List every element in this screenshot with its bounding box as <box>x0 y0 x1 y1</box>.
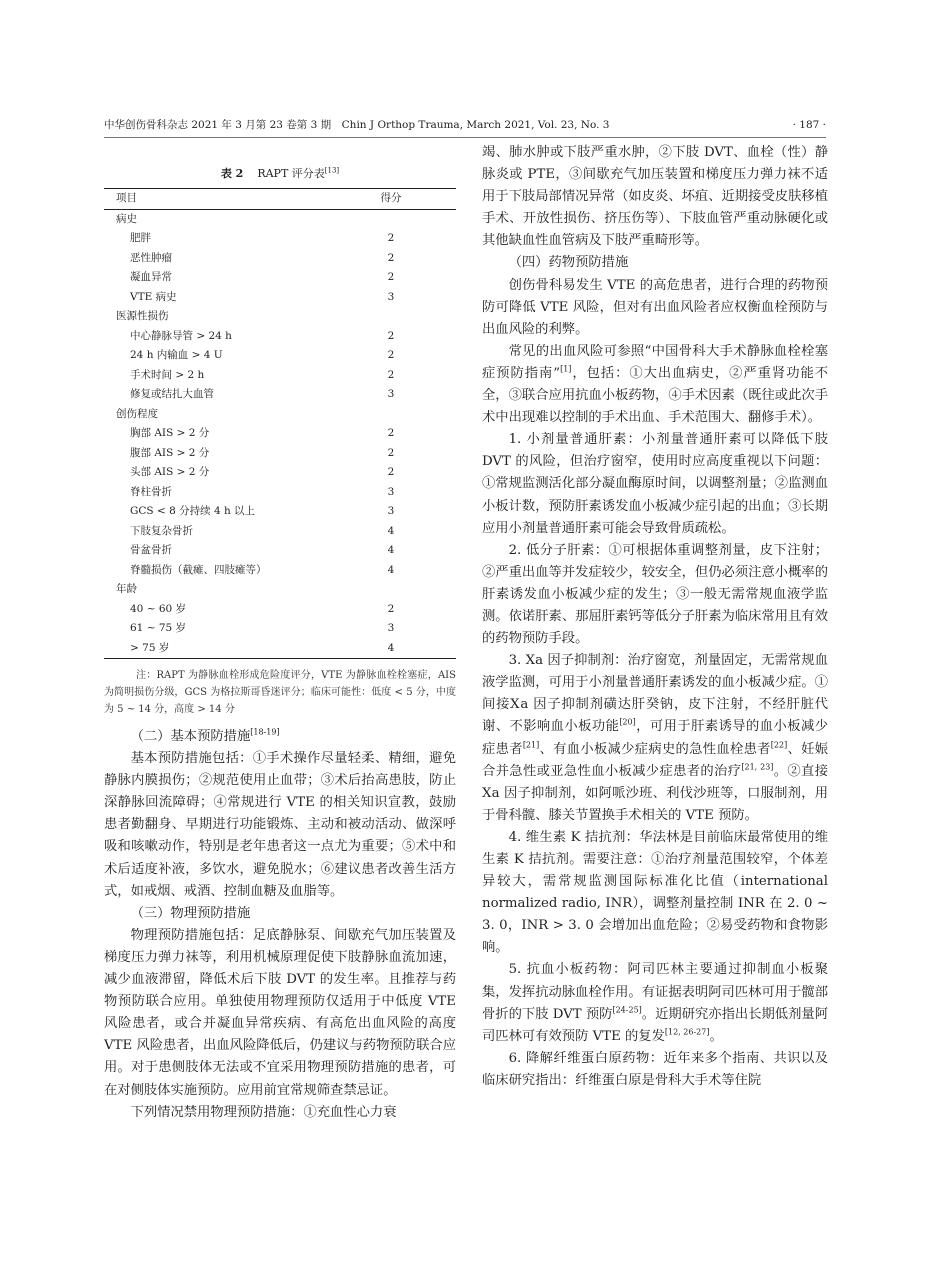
cell-item: 头部 AIS > 2 分 <box>130 466 210 478</box>
citation-ref: [20] <box>619 718 636 728</box>
cell-score: 2 <box>387 602 395 615</box>
cell-score: 4 <box>387 563 395 576</box>
cell-item: VTE 病史 <box>130 290 177 303</box>
table-row <box>104 288 456 308</box>
para-contraindications-cont: 竭、肺水肿或下肢严重水肿，②下肢 DVT、血栓（性）静脉炎或 PTE，③间歇充气加压装置和梯度压力弹力袜不适用于下肢局部情况异常（如皮炎、坏疽、近期接受皮肤移植手术、开放性损伤、挤压伤等）、下肢血管严重动脉硬化或其他缺血性血管病及下肢严重畸形等。 <box>482 145 828 249</box>
cell-item: 医源性损伤 <box>116 310 169 322</box>
para-xa-inhibitor <box>482 650 828 827</box>
table-note: 注：RAPT 为静脉血栓形成危险度评分，VTE 为静脉血栓栓塞症，AIS 为简明损伤分级，GCS 为格拉斯哥昏迷评分；临床可能性：低度 < 5 分，中度为 5 ~ 14 分，高度 > 14 分 <box>104 670 456 715</box>
text-run: 常见的出血风险可参照“中国骨科大手术静脉血栓栓塞症预防指南” <box>482 343 828 381</box>
citation-ref: [24-25] <box>612 1005 642 1015</box>
section-3-body: 物理预防措施包括：足底静脉泵、间歇充气加压装置及梯度压力弹力袜等，利用机械原理促使下肢静脉血流加速，减少血液滞留，降低术后下肢 DVT 的发生率。且推荐与药物预防联合应用。单独使用物理预防仅适用于中低度 VTE 风险患者，或合并凝血异常疾病、有高危出血风险的高度 VTE 风险患者，出血风险降低后，仍建议与药物预防联合应用。对于患侧肢体无法或不宜采用物理预防措施的患者，可在对侧肢体实施预防。应用前宜常规筛查禁忌证。 <box>104 927 456 1098</box>
cell-score: 2 <box>387 446 395 459</box>
section-3-heading: （三）物理预防措施 <box>130 905 251 921</box>
text-run: 5. 抗血小板药物：阿司匹林主要通过抑制血小板聚集，发挥抗动脉血栓作用。有证据表明阿司匹林可用于髋部骨折的下肢 DVT 预防 <box>482 962 828 1022</box>
cell-item: 恶性肿瘤 <box>130 251 172 264</box>
cell-score: 4 <box>387 524 395 537</box>
text-run: 。②直接Ⅹa 因子抑制剂，如阿哌沙班、利伐沙班等，口服制剂，用于骨科髋、膝关节置换手术相关的 VTE 预防。 <box>482 763 829 823</box>
table-row <box>104 385 456 405</box>
cell-item: 手术时间 > 2 h <box>130 368 205 381</box>
col-header-score: 得分 <box>380 192 402 204</box>
table-row <box>104 405 456 425</box>
table-row <box>104 639 456 659</box>
cell-item: GCS < 8 分持续 4 h 以上 <box>130 505 256 517</box>
text-run: ，可用于肝素诱导的血小板减少症患者 <box>482 719 829 757</box>
cell-item: 胸部 AIS > 2 分 <box>130 427 210 439</box>
table-row <box>104 522 456 542</box>
table-row <box>104 307 456 327</box>
para-heparin: 1. 小剂量普通肝素：小剂量普通肝素可以降低下肢 DVT 的风险，但治疗窗窄，使用时应高度重视以下问题：①常规监测活化部分凝血酶原时间，以调整剂量；②监测血小板计数，预防肝素诱发血小板减少症引起的出血；③长期应用小剂量普通肝素可能会导致骨质疏松。 <box>482 432 828 536</box>
table-label: 表 2 <box>220 167 244 180</box>
text-run: 、有血小板减少症病史的急性血栓患者 <box>539 741 771 757</box>
cell-item: 下肢复杂骨折 <box>130 524 193 537</box>
text-run: ，包括：①大出血病史，②严重肾功能不全，③联合应用抗血小板药物，④手术因素（既往或此次手术中出现难以控制的手术出血、手术范围大、翻修手术）。 <box>482 365 828 426</box>
cell-score: 2 <box>387 427 395 439</box>
para-bleeding-risk <box>482 341 828 429</box>
table-row <box>104 541 456 561</box>
cell-score: 3 <box>387 505 395 517</box>
citation-ref: [21, 23] <box>741 762 774 772</box>
text-run: 。 <box>709 1028 723 1044</box>
cell-score: 2 <box>387 368 395 381</box>
table-row <box>104 502 456 522</box>
table-row <box>104 600 456 620</box>
cell-item: 40 ~ 60 岁 <box>130 602 187 615</box>
citation-ref: [22] <box>770 740 788 750</box>
cell-score: 3 <box>387 388 395 400</box>
cell-item: 肥胖 <box>130 232 151 244</box>
table-row <box>104 346 456 366</box>
table-row <box>104 268 456 288</box>
para-fibrinogen: 6. 降解纤维蛋白原药物：近年来多个指南、共识以及临床研究指出：纤维蛋白原是骨科大手术等住院 <box>482 1050 828 1088</box>
cell-score: 2 <box>387 329 395 342</box>
citation-ref: [21] <box>522 740 540 750</box>
cell-score <box>326 209 456 229</box>
cell-score <box>326 580 456 600</box>
table-row <box>104 483 456 503</box>
section-2-title: （二）基本预防措施 <box>130 729 251 744</box>
cell-item: 年龄 <box>116 583 137 595</box>
cell-item: 61 ~ 75 岁 <box>130 622 187 634</box>
cell-score: 2 <box>387 232 395 244</box>
table-row <box>104 249 456 269</box>
cell-item: 中心静脉导管 > 24 h <box>130 329 232 342</box>
section-3-contraindications: 下列情况禁用物理预防措施：①充血性心力衰 <box>130 1104 397 1120</box>
table-row <box>104 366 456 386</box>
col-header-item: 项目 <box>116 192 137 204</box>
section-2-ref: [18-19] <box>250 727 280 737</box>
cell-score: 2 <box>387 349 395 361</box>
cell-item: 脊髓损伤（截瘫、四肢瘫等） <box>130 563 267 576</box>
cell-item: 脊柱骨折 <box>130 485 172 498</box>
citation-ref: [1] <box>560 364 572 374</box>
cell-score <box>326 405 456 425</box>
table-row <box>104 463 456 483</box>
table-row <box>104 424 456 444</box>
right-column <box>482 142 828 1092</box>
page-number: · 187 · <box>792 119 826 131</box>
table-row <box>104 580 456 600</box>
table-row <box>104 327 456 347</box>
cell-item: > 75 岁 <box>130 641 170 654</box>
para-lmwh: 2. 低分子肝素：①可根据体重调整剂量，皮下注射；②严重出血等并发症较少，较安全，但仍必须注意小概率的肝素诱发血小板减少症的发生；③一般无需常规血液学监测。依诺肝素、那屈肝素钙等低分子肝素为临床常用且有效的药物预防手段。 <box>482 542 828 647</box>
cell-score: 3 <box>387 622 395 634</box>
table-row <box>104 229 456 249</box>
rapt-score-table <box>104 188 456 659</box>
header-rule <box>104 137 826 138</box>
cell-score: 2 <box>387 466 395 478</box>
cell-score <box>326 307 456 327</box>
section-4-heading: （四）药物预防措施 <box>508 255 629 271</box>
table-row <box>104 444 456 464</box>
left-column <box>104 160 456 1124</box>
section-2-body: 基本预防措施包括：①手术操作尽量轻柔、精细，避免静脉内膜损伤；②规范使用止血带；③术后抬高患肢，防止深静脉回流障碍；④常规进行 VTE 的相关知识宣教，鼓励患者勤翻身、早期进行功能锻炼、主动和被动活动、做深呼吸和咳嗽动作，特别是老年患者这一点尤为重要；⑤术中和术后适度补液，多饮水，避免脱水；⑥建议患者改善生活方式，如戒烟、戒酒、控制血糖及血脂等。 <box>104 751 456 899</box>
text-run: 3. Ⅹa 因子抑制剂：治疗窗宽，剂量固定，无需常规血液学监测，可用于小剂量普通肝素诱发的血小板减少症。①间接Ⅹa 因子抑制剂磺达肝癸钠，皮下注射，不经肝脏代谢、不影响血小板功能 <box>482 653 828 735</box>
text-run: 。近期研究亦指出长期低剂量阿司匹林可有效预防 VTE 的复发 <box>482 1006 828 1044</box>
cell-score: 4 <box>387 544 395 556</box>
cell-item: 骨盆骨折 <box>130 544 172 556</box>
cell-score: 2 <box>387 271 395 283</box>
table-header-row <box>104 189 456 210</box>
table-title-ref: [13] <box>324 166 340 175</box>
table-row <box>104 619 456 639</box>
cell-item: 腹部 AIS > 2 分 <box>130 446 210 459</box>
section-2-heading <box>104 726 456 748</box>
table-row <box>104 561 456 581</box>
cell-item: 修复或结扎大血管 <box>130 388 214 400</box>
cell-score: 3 <box>387 290 395 303</box>
cell-item: 凝血异常 <box>130 271 172 283</box>
table-title: RAPT 评分表 <box>257 167 325 180</box>
cell-score: 4 <box>387 641 395 654</box>
table-body <box>104 209 456 659</box>
para-drug-prevention-intro: 创伤骨科易发生 VTE 的高危患者，进行合理的药物预防可降低 VTE 风险，但对有出血风险者应权衡血栓预防与出血风险的利弊。 <box>482 277 828 337</box>
table-caption <box>104 160 456 188</box>
para-vitamin-k: 4. 维生素 K 拮抗剂：华法林是目前临床最常使用的维生素 K 拮抗剂。需要注意：①治疗剂量范围较窄，个体差异较大，需常规监测国际标准化比值（international normalized radio, INR），调整剂量控制 INR 在 2. 0 ~ 3. 0，INR > 3. 0 会增加出血危险；②易受药物和食物影响。 <box>482 829 828 956</box>
cell-item: 24 h 内输血 > 4 U <box>130 349 223 361</box>
cell-item: 病史 <box>116 212 137 225</box>
cell-score: 2 <box>387 251 395 264</box>
running-header <box>104 116 826 134</box>
table-row <box>104 209 456 229</box>
cell-score: 3 <box>387 485 395 498</box>
journal-citation: 中华创伤骨科杂志 2021 年 3 月第 23 卷第 3 期 Chin J Orthop Trauma, March 2021, Vol. 23, No. 3 <box>104 119 610 131</box>
cell-item: 创伤程度 <box>116 407 158 420</box>
para-antiplatelet <box>482 959 828 1047</box>
text-run: 、妊娠合并急性或亚急性血小板减少症患者的治疗 <box>482 741 829 779</box>
citation-ref: [12, 26-27] <box>664 1027 710 1037</box>
